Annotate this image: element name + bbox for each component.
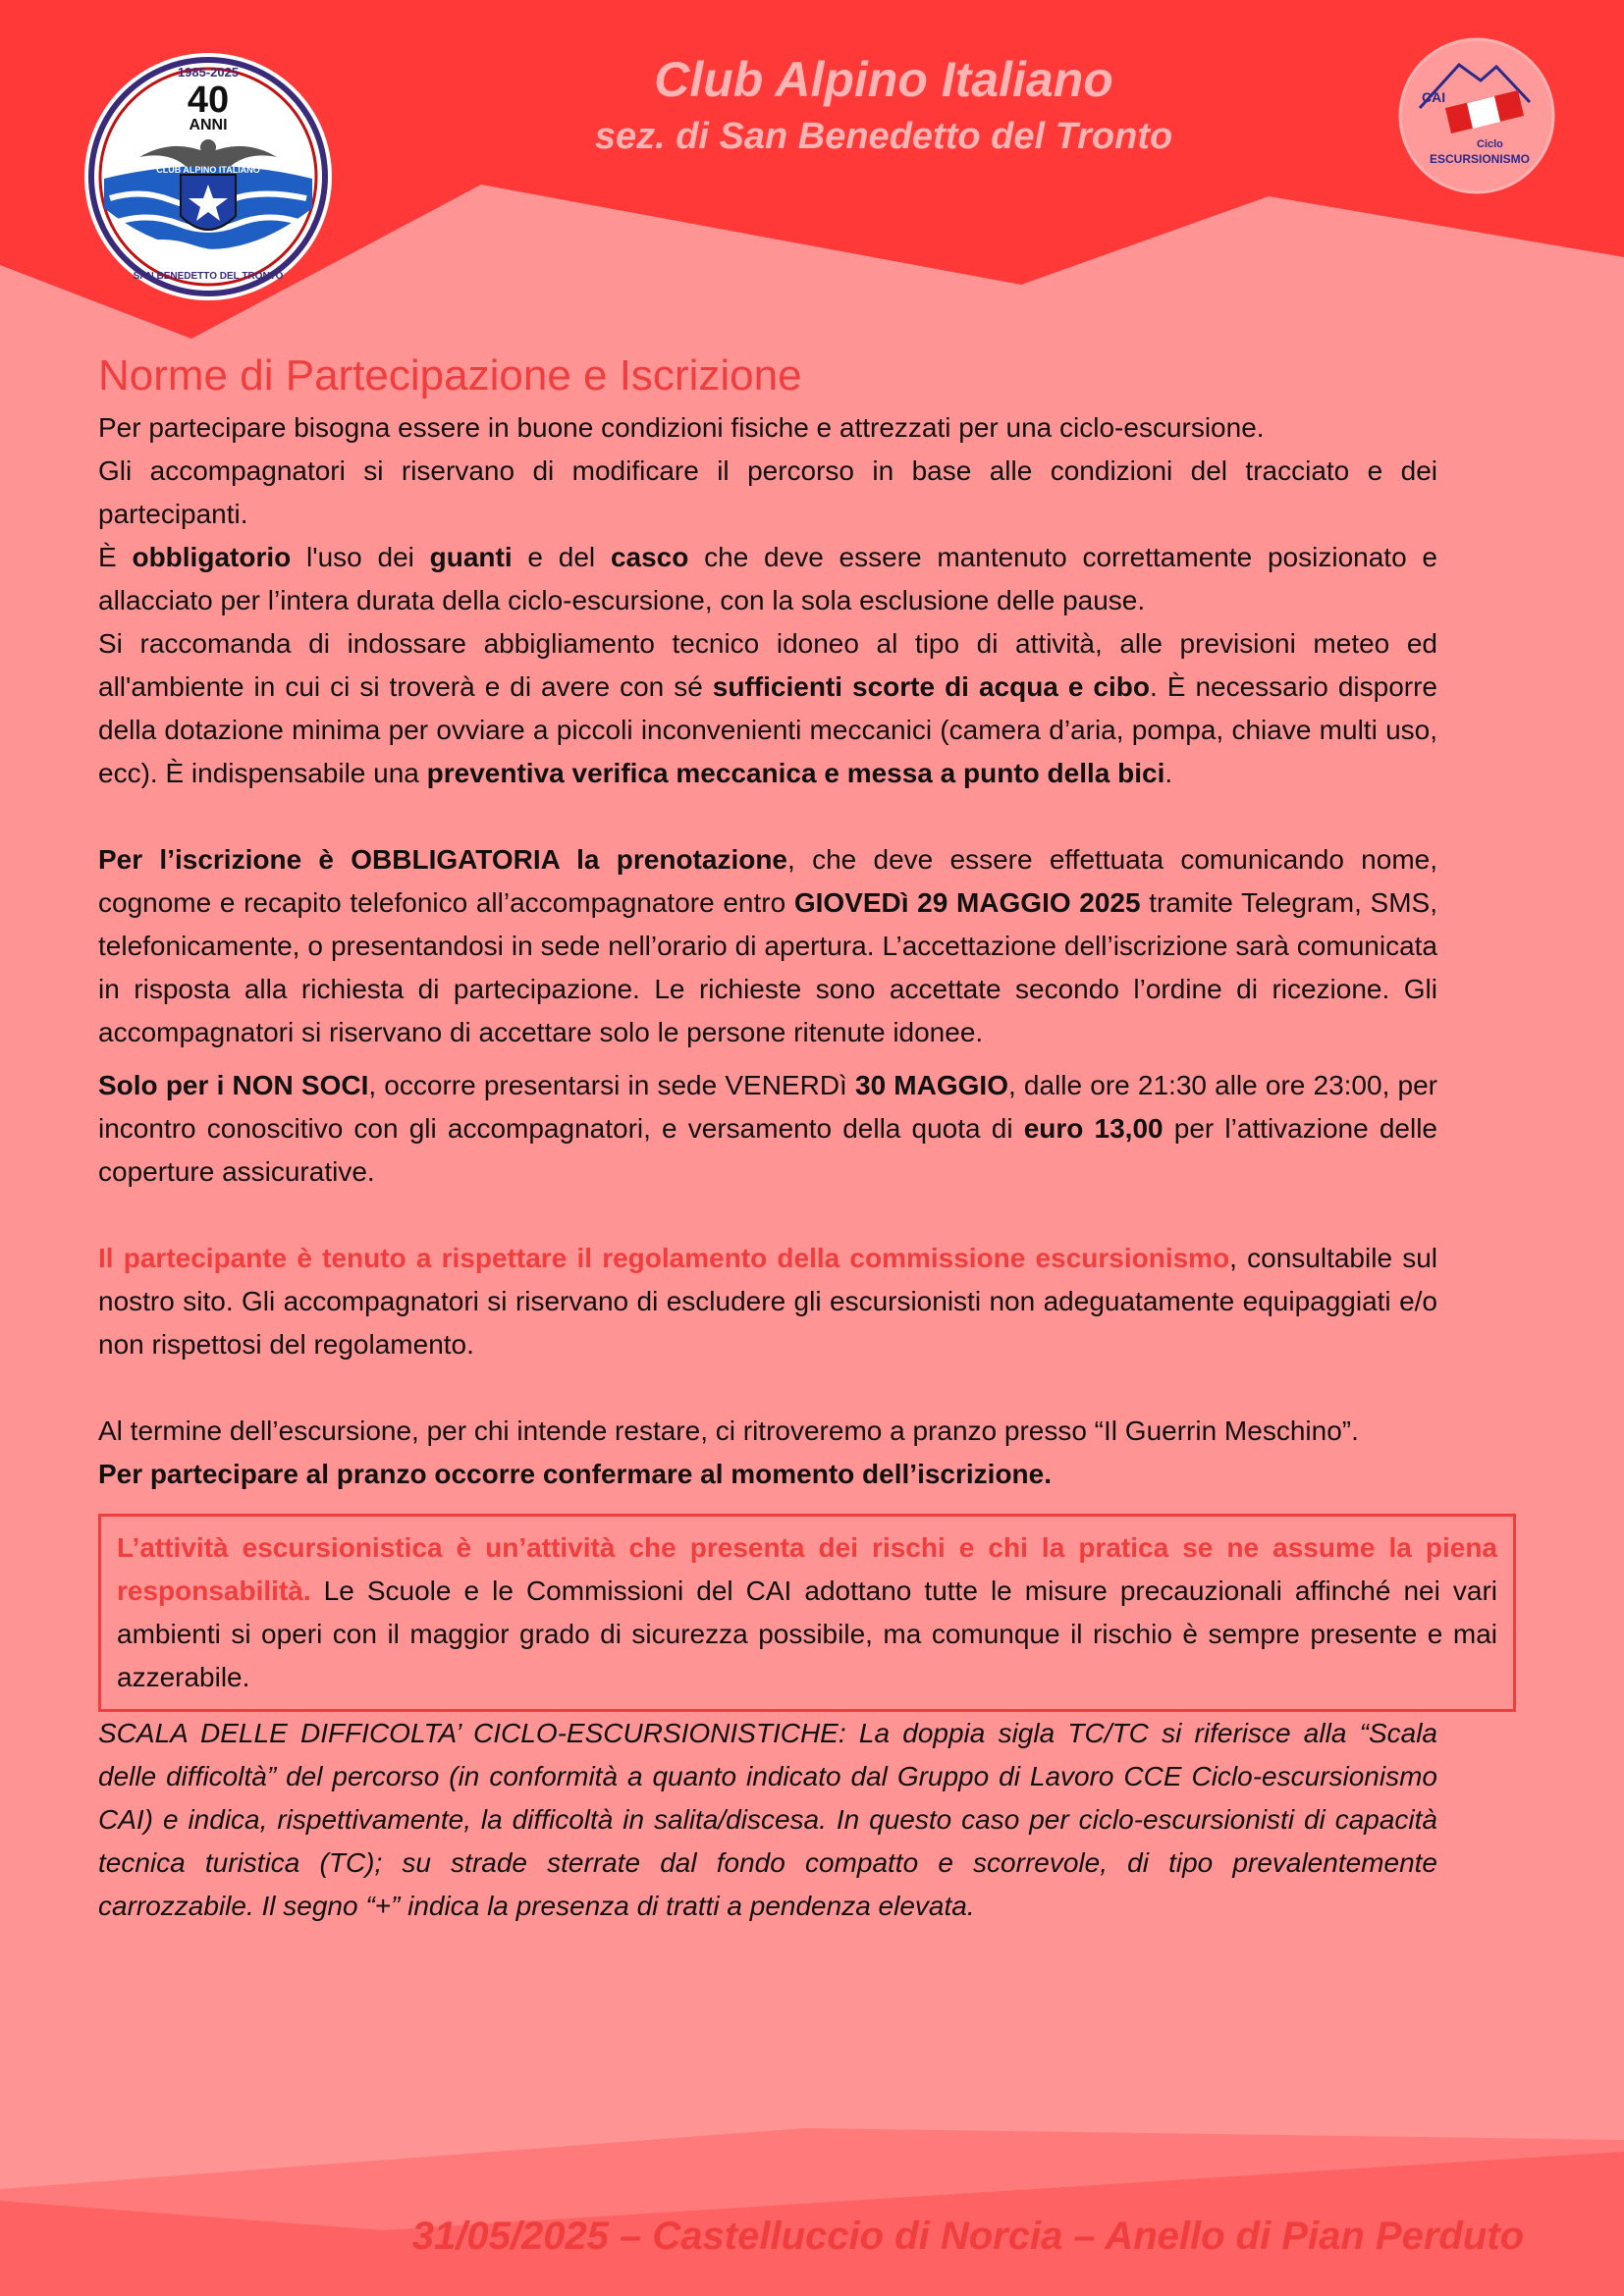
bold-non-soci: Solo per i NON SOCI: [98, 1070, 369, 1100]
rule-text: . È necessario disporre della dotazione minima per ovviare a piccoli inconvenienti meccanici (camera d’aria, pompa, chiave multi uso, ecc). È indispensabile una: [98, 671, 1438, 788]
footer-event-title: 31/05/2025 – Castelluccio di Norcia – Anello di Pian Perduto: [411, 2215, 1524, 2258]
rule-text: e del: [512, 542, 611, 572]
bold-fee: euro 13,00: [1023, 1113, 1164, 1144]
logo-unit: ANNI: [189, 117, 228, 133]
risk-warning-text: Le Scuole e le Commissioni del CAI adottano tutte le misure precauzionali affinché nei vari ambienti si operi con il maggior grado di sicurezza possibile, ma comunque il rischio è sempre presente e mai azzerabile.: [117, 1575, 1497, 1692]
rule-text: .: [1164, 758, 1173, 788]
bold-guanti: guanti: [429, 542, 513, 572]
logo-cai: CAI: [1422, 89, 1446, 105]
risk-warning-box: [98, 1514, 1516, 1712]
bold-date: 30 MAGGIO: [855, 1070, 1008, 1100]
non-members-text: per l’attivazione delle coperture assicurative.: [98, 1113, 1437, 1187]
bold-obbligatorio: obbligatorio: [132, 542, 292, 572]
logo-years: 1985-2025: [177, 65, 240, 80]
regulation-paragraph: [98, 1237, 1437, 1366]
registration-deadline: GIOVEDì 29 MAGGIO 2025: [793, 887, 1141, 918]
header-subtitle: sez. di San Benedetto del Tronto: [594, 116, 1173, 157]
rule-route-change: Gli accompagnatori si riservano di modificare il percorso in base alle condizioni del tracciato e dei partecipanti.: [98, 455, 1437, 529]
logo-bottom-text: SAN BENEDETTO DEL TRONTO: [133, 271, 284, 282]
rule-text: che deve essere mantenuto correttamente posizionato e allacciato per l’intera durata della ciclo-escursione, con la sola esclusione delle pause.: [98, 542, 1437, 615]
registration-text: , che deve essere effettuata comunicando nome, cognome e recapito telefonico all’accompagnatore entro: [98, 844, 1438, 918]
rule-text: l'uso dei: [291, 542, 430, 572]
non-members-text: , dalle ore 21:30 alle ore 23:00, per incontro conoscitivo con gli accompagnatori, e versamento della quota di: [98, 1070, 1437, 1144]
logo-ribbon: CLUB ALPINO ITALIANO: [156, 165, 260, 175]
registration-paragraph: [98, 838, 1437, 1054]
lunch-paragraph: Al termine dell’escursione, per chi intende restare, ci ritroveremo a pranzo presso “Il Guerrin Meschino”.: [98, 1415, 1359, 1446]
regulation-text: , consultabile sul nostro sito. Gli accompagnatori si riservano di escludere gli escursionisti non adeguatamente equipaggiati e/o non rispettosi del regolamento.: [98, 1243, 1437, 1360]
bold-registration: Per l’iscrizione è OBBLIGATORIA la prenotazione: [98, 844, 788, 875]
regulation-highlight: Il partecipante è tenuto a rispettare il regolamento della commissione escursionismo: [98, 1243, 1230, 1273]
difficulty-scale-note: SCALA DELLE DIFFICOLTA’ CICLO-ESCURSIONISTICHE: La doppia sigla TC/TC si riferisce alla “Scala delle difficoltà” del percorso (in conformità a quanto indicato dal Gruppo di Lavoro CCE Ciclo-escursionismo CAI) e indica, rispettivamente, la difficoltà in salita/discesa. In questo caso per ciclo-escursionisti di capacità tecnica turistica (TC); su strade sterrate dal fondo compatto e scorrevole, di tipo prevalentemente carrozzabile. Il segno “+” indica la presenza di tratti a pendenza elevata.: [98, 1718, 1437, 1921]
rule-text: È: [98, 542, 133, 572]
bold-casco: casco: [610, 542, 689, 572]
bold-bike-check: preventiva verifica meccanica e messa a punto della bici: [426, 758, 1165, 788]
logo-ciclo: Ciclo: [1477, 138, 1503, 150]
main-content: [98, 349, 1497, 1928]
bold-supplies: sufficienti scorte di acqua e cibo: [712, 671, 1150, 702]
registration-text: tramite Telegram, SMS, telefonicamente, o presentandosi in sede nell’orario di apertura. L’accettazione dell’iscrizione sarà comunicata in risposta alla richiesta di partecipazione. Le richieste sono accettate secondo l’ordine di ricezione. Gli accompagnatori si riservano di accettare solo le persone ritenute idonee.: [98, 887, 1438, 1047]
cai-cicloescursionismo-logo: [1398, 37, 1555, 194]
lunch-confirm: [98, 1453, 1437, 1496]
non-members-paragraph: [98, 1064, 1437, 1194]
rule-text: Si raccomanda di indossare abbigliamento tecnico idoneo al tipo di attività, alle previsioni meteo ed all'ambiente in cui ci si troverà e di avere con sé: [98, 628, 1437, 702]
section-heading: Norme di Partecipazione e Iscrizione: [98, 351, 802, 400]
rule-helmet-gloves: [98, 536, 1437, 622]
rule-fitness: Per partecipare bisogna essere in buone condizioni fisiche e attrezzati per una ciclo-escursione.: [98, 412, 1265, 443]
bold-lunch-confirm: Per partecipare al pranzo occorre confermare al momento dell’iscrizione.: [98, 1459, 1053, 1489]
logo-escursionismo: ESCURSIONISMO: [1430, 152, 1531, 166]
cai-40-anni-logo: [82, 51, 334, 302]
risk-warning-highlight: L’attività escursionistica è un’attività che presenta dei rischi e chi la pratica se ne assume la piena responsabilità.: [117, 1532, 1497, 1606]
logo-number: 40: [187, 80, 230, 121]
header-title: Club Alpino Italiano: [654, 52, 1113, 107]
rule-equipment: [98, 622, 1437, 795]
non-members-text: , occorre presentarsi in sede VENERDì: [368, 1070, 855, 1100]
